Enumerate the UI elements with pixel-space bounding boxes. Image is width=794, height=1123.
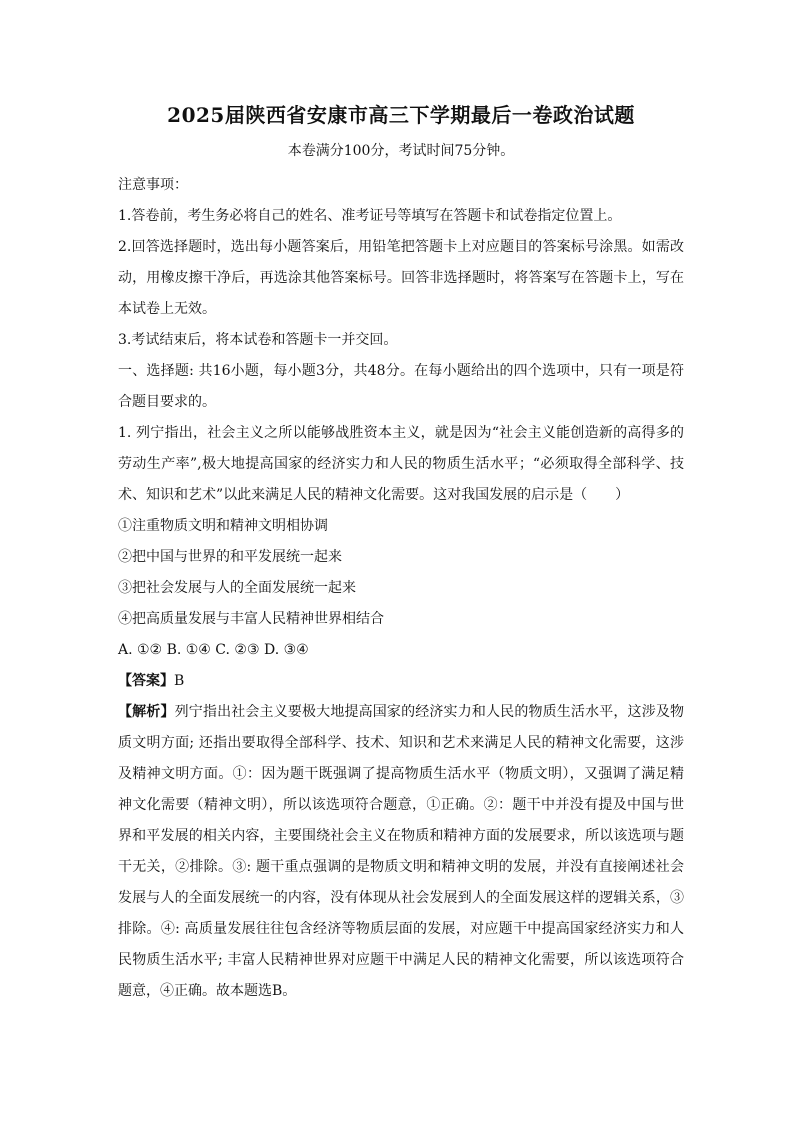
answer-line [118, 666, 684, 697]
notice-item-3: 3.考试结束后，将本试卷和答题卡一并交回。 [118, 332, 398, 348]
analysis-text: 列宁指出社会主义要极大地提高国家的经济实力和人民的物质生活水平，这涉及物质文明方面; 还指出要取得全部科学、技术、知识和艺术来满足人民的精神文化需要，这涉及精神文明方面。①：因为题干既强调了提高物质生活水平（物质文明），又强调了满足精神文化需要（精神文明），所以该选项符合题意，①正确。②：题干中并没有提及中国与世界和平发展的相关内容，主要围绕社会主义在物质和精神方面的发展要求，所以该选项与题干无关，②排除。③: 题干重点强调的是物质文明和精神文明的发展，并没有直接阐述社会发展与人的全面发展统一的内容，没有体现从社会发展到人的全面发展这样的逻辑关系，③排除。④: 高质量发展往往包含经济等物质层面的发展，对应题干中提高国家经济实力和人民物质生活水平; 丰富人民精神世界对应题干中满足人民的精神文化需要，所以该选项符合题意，④正确。故本题选B。 [118, 704, 685, 999]
answer-label: 【答案】 [118, 673, 174, 689]
answer-choices: A. ①② B. ①④ C. ②③ D. ③④ [118, 642, 309, 658]
analysis-label: 【解析】 [118, 704, 175, 720]
option-2: ②把中国与世界的和平发展统一起来 [118, 549, 342, 565]
option-4: ④把高质量发展与丰富人民精神世界相结合 [118, 611, 384, 627]
option-3: ③把社会发展与人的全面发展统一起来 [118, 580, 356, 596]
answer-value: B [174, 673, 185, 689]
question-stem: 1. 列宁指出，社会主义之所以能够战胜资本主义，就是因为“社会主义能创造新的高得多的劳动生产率”,极大地提高国家的经济实力和人民的物质生活水平；“必须取得全部科学、技术、知识和艺术”以此来满足人民的精神文化需要。这对我国发展的启示是（ ） [118, 425, 684, 503]
page-title: 2025届陕西省安康市高三下学期最后一卷政治试题 [167, 103, 635, 127]
notice-item-2: 2.回答选择题时，选出每小题答案后，用铅笔把答题卡上对应题目的答案标号涂黑。如需改动，用橡皮擦干净后，再选涂其他答案标号。回答非选择题时，将答案写在答题卡上，写在本试卷上无效。 [118, 239, 684, 317]
notice-heading: 注意事项： [118, 177, 188, 193]
notice-item-1: 1.答卷前，考生务必将自己的姓名、准考证号等填写在答题卡和试卷指定位置上。 [118, 208, 622, 224]
exam-info: 本卷满分100分，考试时间75分钟。 [287, 143, 515, 159]
section-heading: 一、选择题: 共16小题，每小题3分，共48分。在每小题给出的四个选项中，只有一项是符合题目要求的。 [118, 363, 684, 410]
option-1: ①注重物质文明和精神文明相协调 [118, 518, 328, 534]
analysis-paragraph [118, 697, 684, 1007]
